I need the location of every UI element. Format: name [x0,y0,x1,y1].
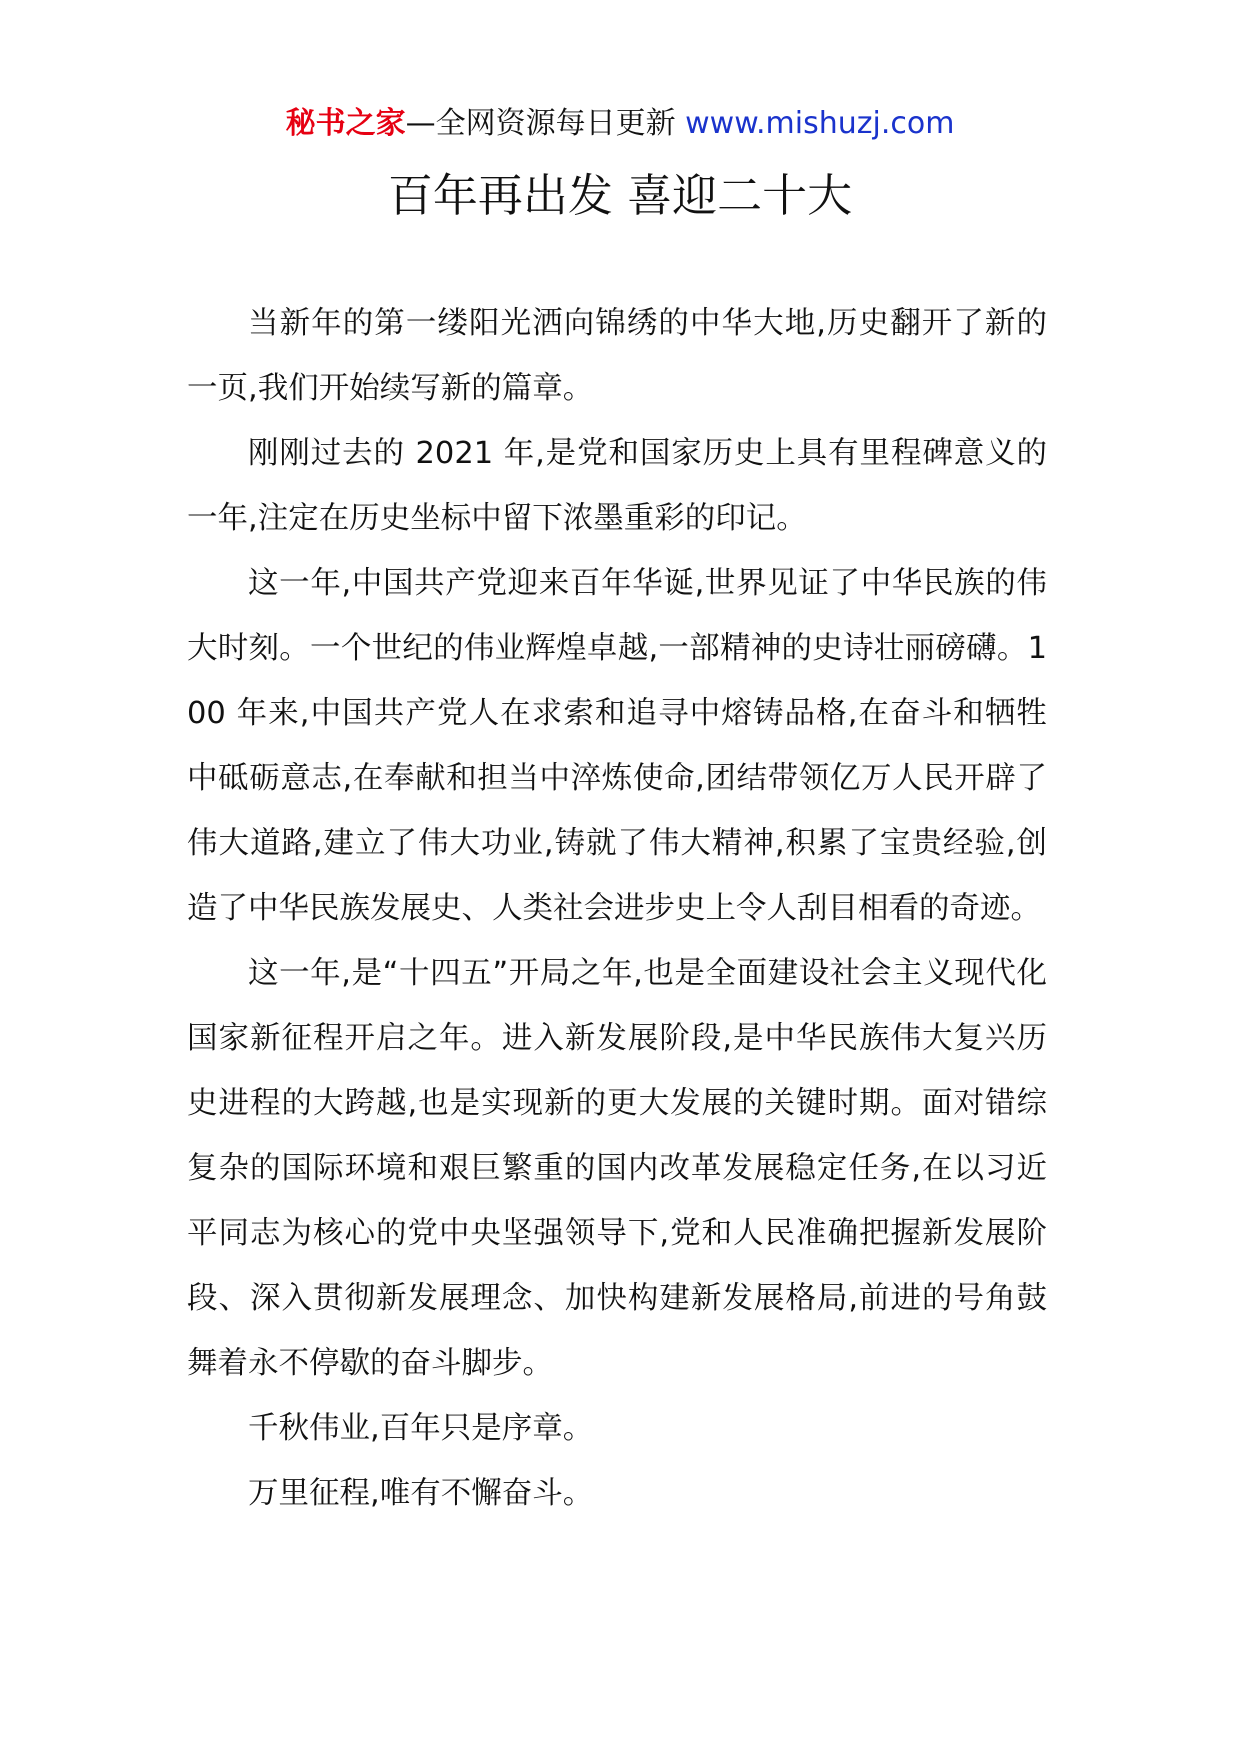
paragraph-6: 万里征程,唯有不懈奋斗。 [248,1476,594,1511]
site-url-link[interactable]: www.mishuzj.com [685,106,955,141]
paragraph-2: 刚刚过去的 2021 年,是党和国家历史上具有里程碑意义的一年,注定在历史坐标中留下浓墨重彩的印记。 [187,436,1047,536]
paragraph-3: 这一年,中国共产党迎来百年华诞,世界见证了中华民族的伟大时刻。一个世纪的伟业辉煌卓越,一部精神的史诗壮丽磅礴。100 年来,中国共产党人在求索和追寻中熔铸品格,在奋斗和牺牲中砥砺意志,在奉献和担当中淬炼使命,团结带领亿万人民开辟了伟大道路,建立了伟大功业,铸就了伟大精神,积累了宝贵经验,创造了中华民族发展史、人类社会进步史上令人刮目相看的奇迹。 [187,566,1047,926]
site-tagline: —全网资源每日更新 [405,106,676,141]
site-brand: 秘书之家 [285,106,406,141]
document-body [187,291,1047,1526]
document-title: 百年再出发 喜迎二十大 [387,169,853,222]
paragraph-1: 当新年的第一缕阳光洒向锦绣的中华大地,历史翻开了新的一页,我们开始续写新的篇章。 [187,306,1047,406]
site-header [0,100,1240,148]
paragraph-5: 千秋伟业,百年只是序章。 [248,1411,594,1446]
paragraph-4: 这一年,是“十四五”开局之年,也是全面建设社会主义现代化国家新征程开启之年。进入新发展阶段,是中华民族伟大复兴历史进程的大跨越,也是实现新的更大发展的关键时期。面对错综复杂的国际环境和艰巨繁重的国内改革发展稳定任务,在以习近平同志为核心的党中央坚强领导下,党和人民准确把握新发展阶段、深入贯彻新发展理念、加快构建新发展格局,前进的号角鼓舞着永不停歇的奋斗脚步。 [187,956,1047,1381]
